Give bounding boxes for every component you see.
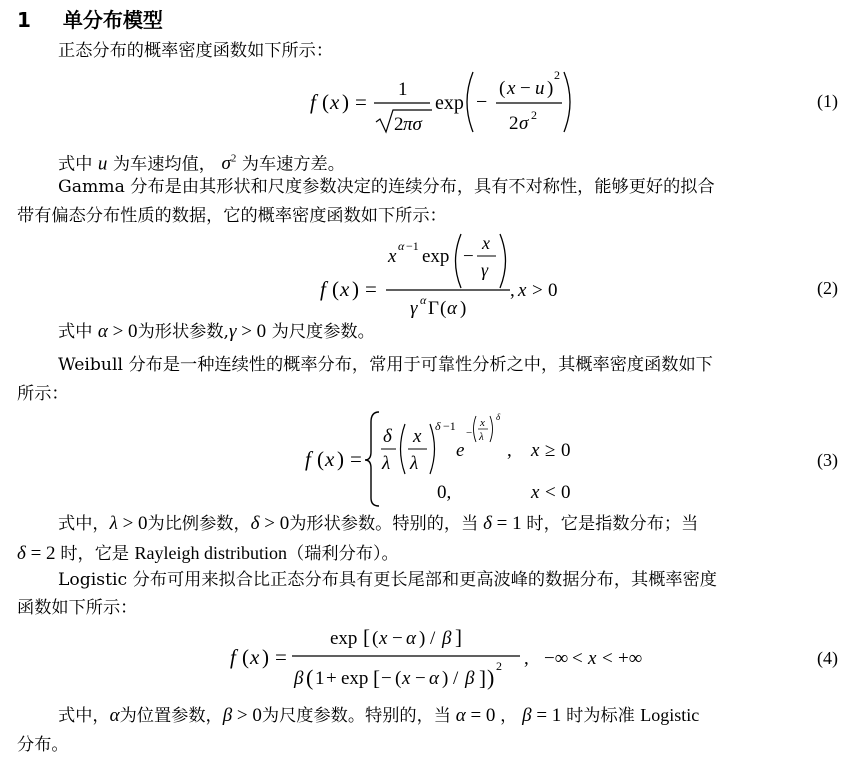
svg-text:f: f	[320, 277, 326, 301]
svg-text:(: (	[317, 447, 324, 471]
svg-text:δ: δ	[435, 419, 441, 433]
svg-text:α: α	[420, 293, 427, 307]
equation-1	[300, 62, 590, 140]
svg-text:e: e	[456, 440, 465, 461]
svg-text:x: x	[379, 628, 388, 649]
text-variance: 为车速方差。	[241, 154, 345, 175]
paragraph-logistic-params-line2: 分布。	[17, 735, 69, 755]
svg-text:): )	[487, 665, 495, 690]
svg-text:): )	[460, 298, 467, 319]
svg-text:): )	[547, 78, 554, 99]
section-heading	[17, 4, 163, 33]
svg-text:<: <	[602, 648, 613, 669]
svg-text:x: x	[330, 90, 340, 114]
svg-text:2: 2	[394, 114, 404, 135]
svg-text:γ: γ	[410, 298, 418, 319]
svg-text:α: α	[398, 239, 405, 253]
svg-text:2: 2	[531, 108, 537, 122]
svg-text:−: −	[466, 427, 473, 439]
svg-text:]: ]	[479, 666, 486, 690]
text-shape-param: 为形状参数,	[137, 322, 229, 342]
math-beta-positive: β > 0	[222, 705, 262, 726]
svg-text:(: (	[372, 628, 379, 649]
paragraph-logistic-line2: 函数如下所示：	[17, 598, 138, 618]
svg-text:x: x	[388, 246, 397, 267]
svg-text:πσ: πσ	[403, 114, 422, 135]
paragraph-logistic-line1: Logistic 分布可用来拟合比正态分布具有更长尾部和更高波峰的数据分布，其概率密度	[58, 570, 717, 590]
svg-text:(: (	[322, 90, 329, 114]
svg-text:<: <	[545, 482, 556, 503]
svg-text:2: 2	[496, 659, 502, 673]
svg-text:,: ,	[507, 440, 512, 461]
svg-text:(: (	[395, 668, 402, 689]
math-alpha: α	[109, 705, 120, 726]
svg-text:,: ,	[524, 648, 529, 669]
svg-text:=: =	[275, 645, 287, 669]
svg-text:): )	[419, 628, 426, 649]
paragraph-normal-params	[58, 149, 345, 174]
svg-text:α: α	[406, 628, 416, 649]
math-lambda-positive: λ > 0	[109, 513, 148, 534]
svg-text:<: <	[572, 648, 583, 669]
svg-text:γ: γ	[481, 260, 489, 280]
svg-text:f: f	[310, 90, 316, 114]
symbol-sigma: $\sigma^2$	[221, 153, 237, 175]
svg-text:λ: λ	[479, 431, 484, 443]
svg-text:=: =	[365, 277, 377, 301]
svg-text:x: x	[531, 482, 540, 503]
math-delta-positive: δ > 0	[250, 513, 290, 534]
svg-text:λ: λ	[410, 453, 419, 474]
svg-text:0: 0	[561, 440, 571, 461]
svg-text:/: /	[453, 668, 459, 689]
paragraph-weibull-params-line2: δ = 2 时，它是 Rayleigh distribution（瑞利分布）。	[17, 543, 399, 564]
svg-text:[: [	[373, 666, 380, 690]
svg-text:exp: exp	[341, 668, 369, 689]
svg-text:0,: 0,	[437, 482, 452, 503]
svg-text:exp: exp	[435, 92, 464, 114]
svg-text:(: (	[332, 277, 339, 301]
svg-text:x: x	[531, 440, 540, 461]
math-gamma-positive: γ > 0	[228, 321, 267, 342]
svg-text:Γ: Γ	[428, 298, 439, 319]
svg-text:1: 1	[398, 79, 408, 100]
text-mean: 为车速均值，	[112, 154, 216, 175]
svg-text:>: >	[532, 280, 543, 301]
svg-text:): )	[442, 668, 449, 689]
paragraph-gamma-line1: Gamma 分布是由其形状和尺度参数决定的连续分布，具有不对称性，能够更好的拟合	[58, 177, 715, 197]
svg-text:x: x	[480, 417, 485, 429]
svg-text:,: ,	[510, 280, 515, 301]
svg-text:−: −	[520, 78, 531, 99]
svg-text:−∞: −∞	[544, 648, 569, 669]
math-alpha-positive: α > 0	[97, 321, 138, 342]
svg-text:0: 0	[561, 482, 571, 503]
math-beta-eq-1: β = 1	[522, 705, 567, 726]
svg-text:u: u	[535, 78, 545, 99]
svg-text:]: ]	[455, 625, 462, 649]
equation-4	[220, 618, 670, 700]
paragraph-weibull-params-line1: 式中，λ > 0为比例参数，δ > 0为形状参数。特别的，当 δ = 1 时，它是指数分布；当	[58, 513, 699, 534]
math-delta-eq-2: δ = 2	[17, 543, 61, 564]
svg-text:−: −	[476, 91, 488, 113]
svg-text:exp: exp	[422, 246, 450, 267]
paragraph-normal-intro: 正态分布的概率密度函数如下所示：	[58, 41, 334, 61]
svg-text:x: x	[250, 645, 260, 669]
svg-text:x: x	[413, 426, 422, 447]
svg-text:x: x	[340, 277, 350, 301]
equation-3	[295, 408, 595, 508]
symbol-u: u	[97, 153, 108, 175]
svg-text:[: [	[363, 625, 370, 649]
paragraph-weibull-line2: 所示：	[17, 384, 69, 404]
svg-text:2: 2	[554, 68, 560, 82]
equation-2	[310, 228, 580, 324]
text-rayleigh: Rayleigh distribution	[134, 543, 288, 563]
svg-text:f: f	[230, 645, 236, 669]
equation-3-number: (3)	[817, 450, 838, 470]
svg-text:−: −	[463, 246, 474, 267]
svg-text:x: x	[325, 447, 335, 471]
paragraph-logistic-params-line1: 式中，α为位置参数，β > 0为尺度参数。特别的，当 α = 0 ， β = 1 时为标准 Logistic	[58, 705, 700, 726]
text-shizhong-2: 式中	[58, 322, 93, 342]
svg-text:exp: exp	[330, 628, 358, 649]
svg-text:+: +	[326, 668, 337, 689]
svg-text:0: 0	[548, 280, 558, 301]
svg-text:β: β	[294, 668, 304, 689]
section-title: 单分布模型	[62, 8, 163, 32]
svg-text:(: (	[306, 665, 314, 690]
svg-text:−1: −1	[443, 419, 456, 433]
svg-text:(: (	[242, 645, 249, 669]
svg-text:x: x	[402, 668, 411, 689]
svg-text:x: x	[518, 280, 527, 301]
math-alpha-eq-0: α = 0	[455, 705, 501, 726]
svg-text:2: 2	[509, 113, 519, 134]
equation-4-number: (4)	[817, 648, 838, 668]
svg-text:): )	[352, 277, 359, 301]
equation-2-number: (2)	[817, 278, 838, 298]
svg-text:+∞: +∞	[618, 648, 643, 669]
svg-text:−: −	[392, 628, 403, 649]
svg-text:α: α	[447, 298, 457, 319]
svg-text:/: /	[430, 628, 436, 649]
svg-text:(: (	[440, 298, 447, 319]
svg-text:−: −	[415, 668, 426, 689]
svg-text:δ: δ	[383, 426, 392, 447]
svg-text:): )	[262, 645, 269, 669]
text-scale-param: 为尺度参数。	[271, 322, 375, 342]
svg-text:): )	[337, 447, 344, 471]
paragraph-weibull-line1: Weibull 分布是一种连续性的概率分布，常用于可靠性分析之中，其概率密度函数如下	[58, 355, 713, 375]
svg-text:x: x	[507, 78, 516, 99]
svg-text:−1: −1	[406, 239, 419, 253]
svg-text:f: f	[305, 447, 311, 471]
svg-text:=: =	[350, 447, 362, 471]
svg-text:): )	[342, 90, 349, 114]
svg-text:β: β	[465, 668, 475, 689]
svg-text:x: x	[482, 233, 490, 253]
svg-text:(: (	[499, 78, 506, 99]
svg-text:λ: λ	[382, 453, 391, 474]
section-number: 1	[17, 8, 31, 32]
text-logistic: Logistic	[640, 705, 700, 725]
paragraph-gamma-line2: 带有偏态分布性质的数据，它的概率密度函数如下所示：	[17, 206, 447, 226]
paragraph-gamma-params	[58, 322, 375, 342]
svg-text:−: −	[381, 668, 392, 689]
svg-text:δ: δ	[496, 412, 501, 422]
text-shizhong: 式中	[58, 154, 93, 175]
math-delta-eq-1: δ = 1	[483, 513, 527, 534]
svg-text:≥: ≥	[545, 440, 556, 461]
svg-text:=: =	[355, 90, 367, 114]
svg-text:α: α	[429, 668, 439, 689]
svg-text:1: 1	[315, 668, 325, 689]
equation-1-number: (1)	[817, 91, 838, 111]
svg-text:σ: σ	[519, 113, 529, 134]
svg-text:β: β	[442, 628, 452, 649]
svg-text:x: x	[588, 648, 597, 669]
